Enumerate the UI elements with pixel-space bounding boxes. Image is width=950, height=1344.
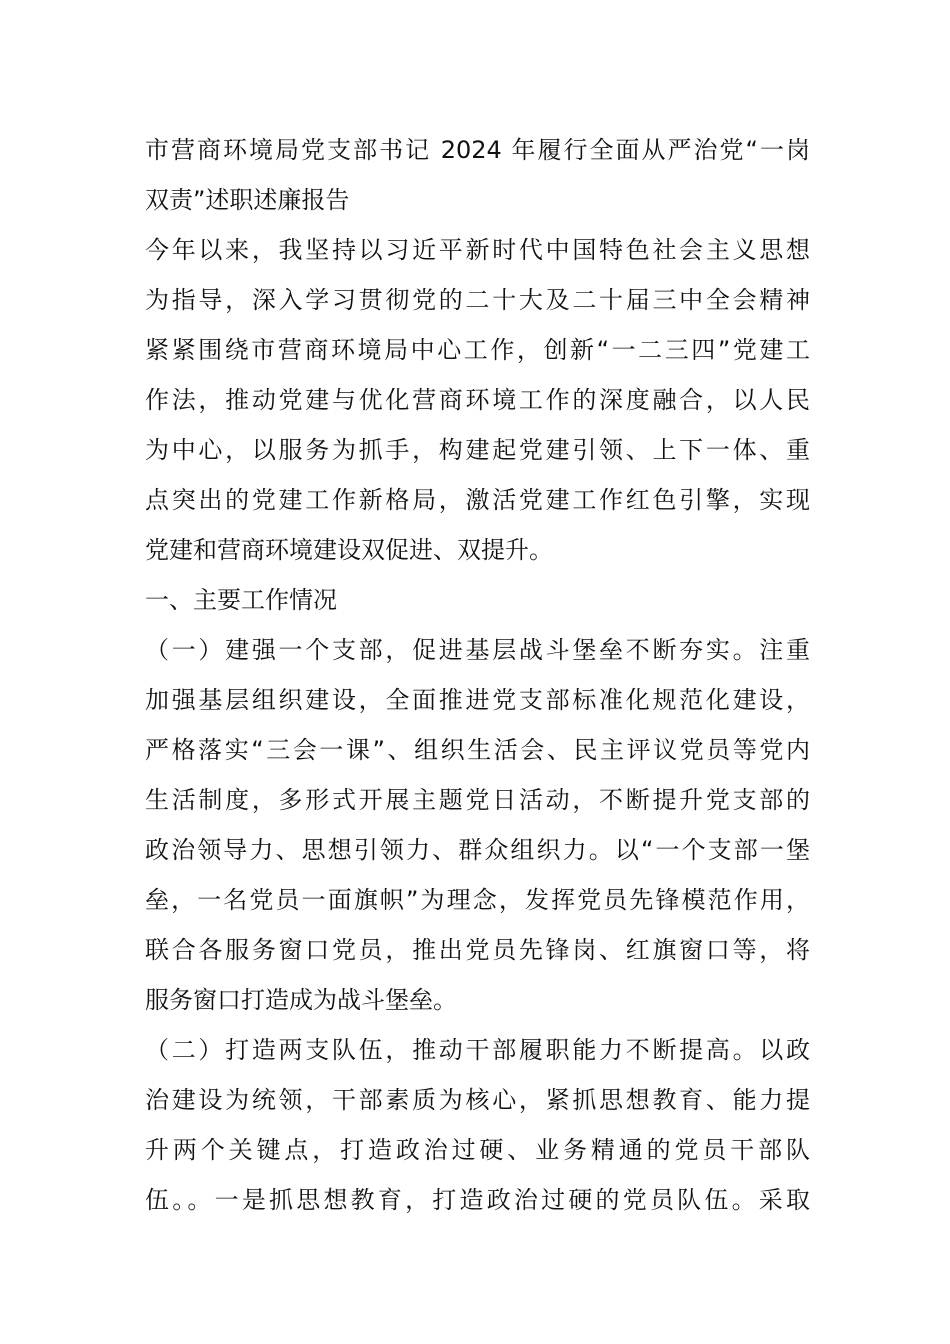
document-body — [145, 125, 810, 1225]
text-line: 生活制度，多形式开展主题党日活动，不断提升党支部的 — [145, 786, 810, 814]
text-line: 点突出的党建工作新格局，激活党建工作红色引擎，实现 — [145, 486, 810, 514]
intro-paragraph — [145, 225, 810, 575]
text-line: 服务窗口打造成为战斗堡垒。 — [145, 986, 457, 1014]
text-line: 紧紧围绕市营商环境局中心工作，创新“一二三四”党建工 — [145, 336, 810, 364]
subsection-2-paragraph — [145, 1025, 810, 1225]
text-line: 联合各服务窗口党员，推出党员先锋岗、红旗窗口等，将 — [145, 936, 810, 964]
section-heading: 一、主要工作情况 — [145, 586, 337, 614]
text-line: 垒，一名党员一面旗帜”为理念，发挥党员先锋模范作用， — [145, 886, 810, 914]
text-line: （二）打造两支队伍，推动干部履职能力不断提高。以政 — [145, 1036, 810, 1064]
text-line: 加强基层组织建设，全面推进党支部标准化规范化建设， — [145, 686, 810, 714]
document-title — [145, 125, 810, 225]
title-line: 双责”述职述廉报告 — [145, 186, 350, 214]
text-line: 严格落实“三会一课”、组织生活会、民主评议党员等党内 — [145, 736, 810, 764]
text-line: 治建设为统领，干部素质为核心，紧抓思想教育、能力提 — [145, 1086, 810, 1114]
text-line: 伍。。一是抓思想教育，打造政治过硬的党员队伍。采取 — [145, 1186, 810, 1214]
text-line: 今年以来，我坚持以习近平新时代中国特色社会主义思想 — [145, 236, 810, 264]
title-line: 市营商环境局党支部书记 2024 年履行全面从严治党“一岗 — [145, 136, 810, 164]
text-line: （一）建强一个支部，促进基层战斗堡垒不断夯实。注重 — [145, 636, 810, 664]
text-line: 为指导，深入学习贯彻党的二十大及二十届三中全会精神 — [145, 286, 810, 314]
text-line: 党建和营商环境建设双促进、双提升。 — [145, 536, 553, 564]
text-line: 为中心，以服务为抓手，构建起党建引领、上下一体、重 — [145, 436, 810, 464]
text-line: 作法，推动党建与优化营商环境工作的深度融合，以人民 — [145, 386, 810, 414]
text-line: 升两个关键点，打造政治过硬、业务精通的党员干部队 — [145, 1136, 810, 1164]
subsection-1-paragraph — [145, 625, 810, 1025]
text-line: 政治领导力、思想引领力、群众组织力。以“一个支部一堡 — [145, 836, 810, 864]
